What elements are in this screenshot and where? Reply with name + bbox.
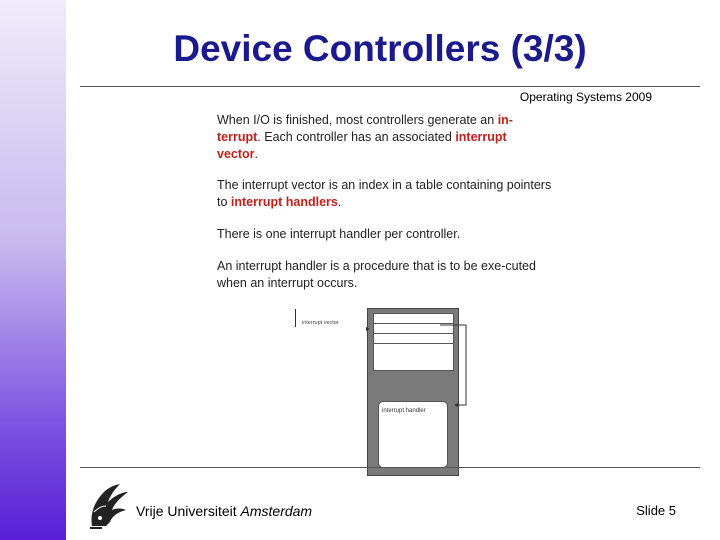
paragraph-1: When I/O is finished, most controllers generate an in- terrupt. Each controller has an associated interrupt vector. xyxy=(217,113,513,161)
course-label: Operating Systems 2009 xyxy=(519,90,652,104)
handler-pointer-line xyxy=(440,325,466,405)
paragraph-3: There is one interrupt handler per controller. xyxy=(217,227,461,241)
paragraph-4: An interrupt handler is a procedure that is to be exe-cuted when an interrupt occurs. xyxy=(217,259,536,290)
paragraph-2: The interrupt vector is an index in a table containing pointers to interrupt handlers. xyxy=(217,178,552,209)
header-divider xyxy=(80,86,700,87)
slide-number: Slide 5 xyxy=(636,503,676,518)
arrow-head-icon xyxy=(366,327,370,331)
pointer-arrows xyxy=(290,305,480,477)
arrow-head-icon xyxy=(454,403,458,407)
footer-divider xyxy=(80,467,700,468)
slide-title: Device Controllers (3/3) xyxy=(173,28,587,69)
interrupt-vector-label: interrupt vector xyxy=(302,320,339,326)
interrupt-handler-label: interrupt handler xyxy=(382,408,426,414)
interrupt-diagram xyxy=(290,305,480,477)
sidebar-gradient xyxy=(0,0,66,540)
institution-name: Vrije Universiteit Amsterdam xyxy=(136,503,313,519)
vu-griffin-logo-icon xyxy=(86,482,130,530)
